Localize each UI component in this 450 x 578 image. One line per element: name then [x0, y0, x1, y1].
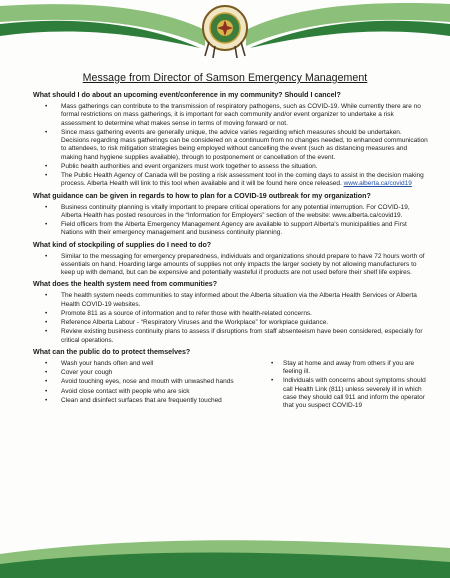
list-item: • Since mass gathering events are generally unique, the advice varies regarding which measures should be undertaken. Decisions regarding mass gatherings can be considered on a continuum from no changes needed, to enhanced communication to attendees, to risk mitigation strategies being employed without cancelling the event (such as distancing measures and making hand hygiene supplies available), through to postponement or cancellation of the event.: [33, 129, 429, 162]
bullet-list: [33, 204, 429, 238]
bottom-banner: [0, 528, 450, 578]
covid19-link[interactable]: www.alberta.ca/covid19: [343, 180, 412, 188]
section-question: What does the health system need from communities?: [33, 280, 218, 289]
section-health-system: [33, 280, 429, 345]
section-public-protection: [33, 348, 429, 415]
list-item: • Avoid touching eyes, nose and mouth with unwashed hands: [33, 378, 265, 386]
bullet-list: [33, 253, 429, 278]
bullet-list-right: [265, 360, 429, 412]
list-item: • Mass gatherings can contribute to the transmission of respiratory pathogens, such as COVID-19. While currently there are no formal restrictions on mass gatherings, it is important for each community and/or event organizer to undertake a risk assessment to determine what makes sense in terms of moving forward or not.: [33, 103, 429, 128]
list-item: • Cover your cough: [33, 369, 265, 377]
list-item: • Clean and disinfect surfaces that are frequently touched: [33, 397, 265, 405]
list-item: • Public health authorities and event organizers must work together to assess the situation.: [33, 163, 429, 171]
section-question: What kind of stockpiling of supplies do I need to do?: [33, 240, 212, 249]
two-column-list: [33, 360, 429, 415]
list-item: • Similar to the messaging for emergency preparedness, individuals and organizations should prepare to have 72 hours worth of essentials on hand. Hoarding large amounts of supplies not only impacts the larger society by not allowing manufacturers to keep up with demand, but can be expensive and potentially wasteful if products are not used before their shelf life expires.: [33, 253, 429, 278]
list-item: • Wash your hands often and well: [33, 360, 265, 368]
list-item: • The health system needs communities to stay informed about the Alberta situation via the Alberta Health Services or Alberta Health COVID-19 websites.: [33, 292, 429, 309]
bullet-list: [33, 103, 429, 189]
list-item: • Review existing business continuity plans to assess if disruptions from staff absenteeism have been considered, especially for critical operations.: [33, 328, 429, 345]
list-item: • Promote 811 as a source of information and to refer those with health-related concerns.: [33, 310, 429, 318]
bullet-list-left: [33, 360, 265, 412]
section-stockpiling: [33, 241, 429, 278]
list-item: • Stay at home and away from others if you are feeling ill.: [265, 360, 429, 377]
section-question: What should I do about an upcoming event/conference in my community? Should I cancel?: [33, 91, 341, 99]
document-body: [33, 91, 429, 414]
list-item: • Reference Alberta Labour - “Respiratory Viruses and the Workplace” for workplace guidance.: [33, 319, 429, 327]
section-outbreak-planning: [33, 192, 429, 238]
list-item: • Avoid close contact with people who are sick: [33, 388, 265, 396]
list-item: • Individuals with concerns about symptoms should call Health Link (811) unless severely ill in which case they should call 911 and inform the operator that you suspect COVID-19: [265, 377, 429, 410]
list-item: [33, 172, 429, 189]
list-item: • Business continuity planning is vitally important to prepare critical operations for any potential interruption. For COVID-19, Alberta Health has posted resources in the “Information for Employers” section of the website: www.alberta.ca/covid19.: [33, 204, 429, 221]
section-events: [33, 91, 429, 189]
section-question: What guidance can be given in regards to how to plan for a COVID-19 outbreak for my organization?: [33, 191, 371, 200]
list-item: • Field officers from the Alberta Emergency Management Agency are available to support Alberta's municipalities and First Nations with their emergency management and business continuity planning.: [33, 221, 429, 238]
list-item-text: The Public Health Agency of Canada will be posting a risk assessment tool in the coming days to assist in the decision making process. Alberta Health will link to this tool when available and it will be found here once released.: [61, 172, 424, 188]
page-title: Message from Director of Samson Emergency Management: [82, 72, 368, 84]
samson-seal-logo: [197, 2, 253, 58]
bullet-list: [33, 292, 429, 345]
section-question: What can the public do to protect themselves?: [33, 347, 191, 356]
